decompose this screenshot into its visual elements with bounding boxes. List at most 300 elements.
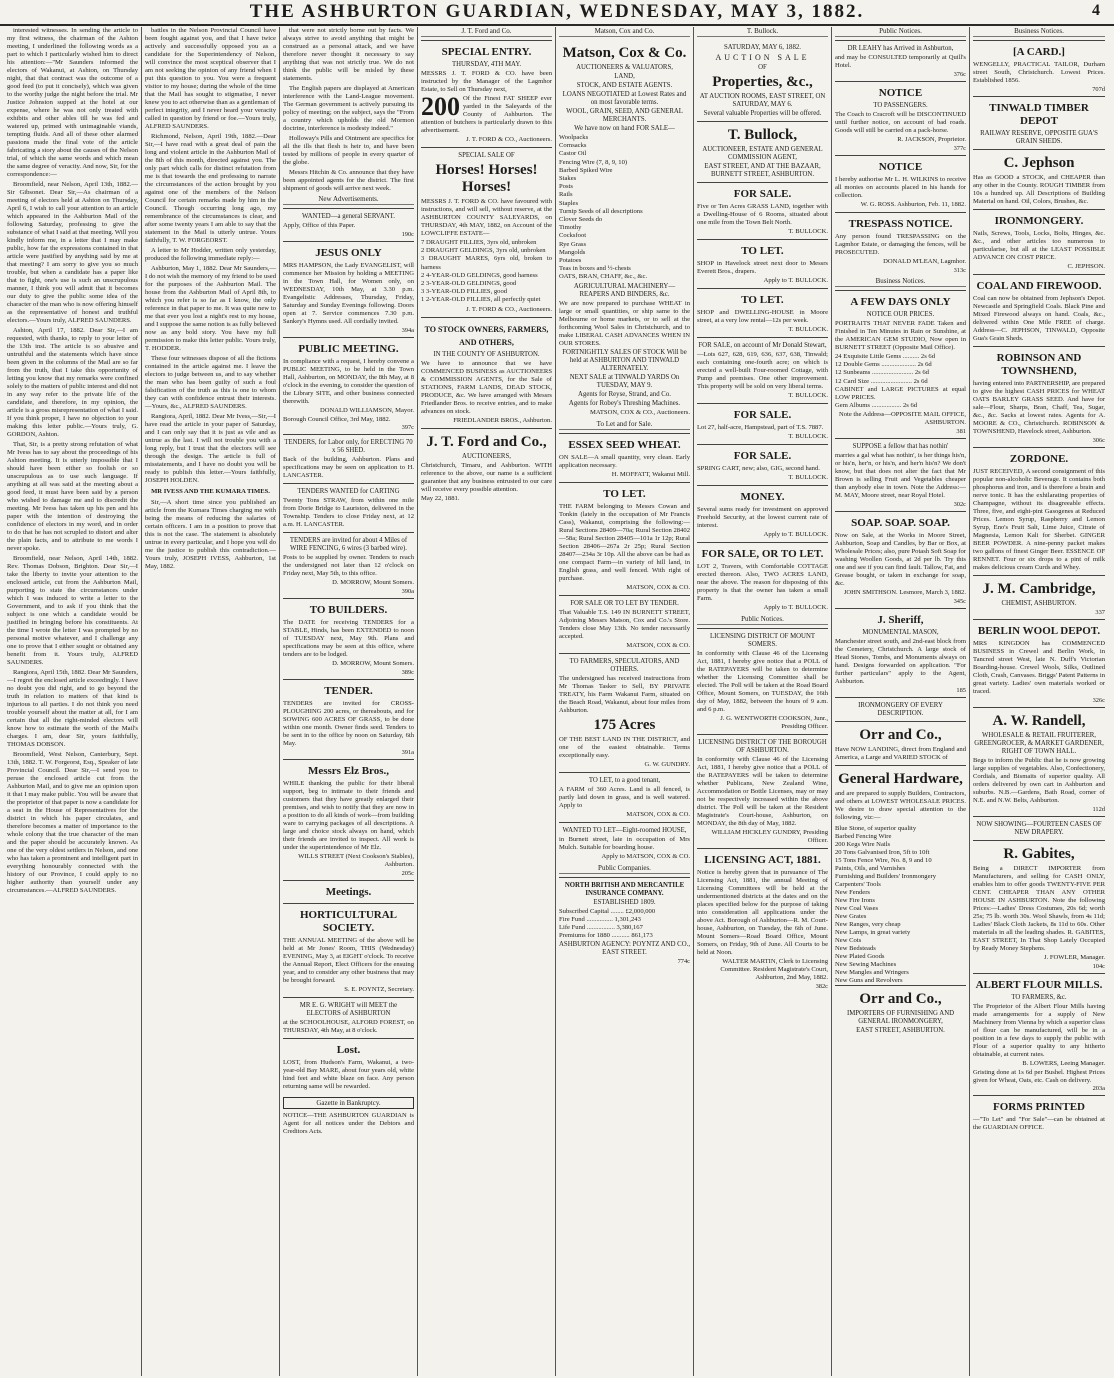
advert-line: 24 Exquisite Little Gems .......... 2s 6d [835, 353, 935, 360]
advert-signature: R. JACKSON, Proprietor. [897, 136, 966, 143]
advert-line: 12 Double Gems ..................... 2s 6d [835, 361, 932, 369]
article-paragraph: Sir,—A short time since you published an article from the Kumara Times charging me with being the means of reducing the salaries of certain officers. I am in a position to prove that this is not the case. The statement is absolutely untrue in every particular, and I hope you will do me the justice to publish this contradiction.—Yours truly, JOSEPH IVESS, Ashburton, 1st May, 1882. [145, 499, 276, 570]
advert [283, 679, 414, 759]
business-notice [973, 707, 1105, 816]
advert-body: Back of the building, Ashburton. Plans and specifications may be seen on application to H. LANCASTER. [283, 456, 414, 480]
advert-number: 205c [401, 870, 414, 878]
advert-bullock [697, 121, 828, 182]
list-item: New Mangles and Wringers [835, 969, 909, 977]
advert-body: Have NOW LANDING, direct from England and America, a Large and VARIED STOCK of [835, 746, 966, 762]
advert-line: OF [758, 64, 767, 71]
business-notice [973, 346, 1105, 447]
advert-body: The DATE for receiving TENDERS for a STABLE, Hinds, has been EXTENDED to noon of TUESDAY next, May 9th. Plans and specifications may be seen at this office, where tenders are to be lodged. [283, 619, 414, 659]
business-notice [973, 816, 1105, 840]
article-paragraph: The English papers are displayed at American interference with the Land-League movement. The German government is actively pursuing its policy of meeting; on the subject, says the "From a country which upholds the old Mormon doctrine, interference is modesty indeed." [283, 85, 414, 132]
advert-body: In conformity with Clause 46 of the Licensing Act, 1881, I hereby give notice that a POLL of the RATEPAYERS will be taken to determine whether Publicans, New Zealand Wine, Accommodation or Bottle Licenses, may or may not be respectively increased within the above district. The Poll will be taken at the Resident Magistrate's Court-house, Ashburton, on MONDAY, the 8th day of May, 1882. [697, 756, 828, 827]
business-notice [973, 447, 1105, 575]
advert-body: TENDERS are invited for CROSS-PLOUGHING 200 acres, or thereabouts, and for SOWING 600 ACRES OF GRASS, to be done within one month. Owner finds seed. Tenders to be sent in to the office by noon on Saturday, 6th May. [283, 700, 414, 748]
advert [697, 182, 828, 239]
advert-subtitle: THURSDAY, 4TH MAY. [451, 61, 522, 68]
advert-body: Twenty Tons STRAW, from within one mile from Dorie Bridge to Lauriston, delivered in the Township. Tenders to close Friday next, at 12 a.m. H. LANCASTER. [283, 497, 414, 529]
licensing-notice [697, 848, 828, 993]
financial-line: Subscribed Capital ........ £2,000,000 [559, 907, 656, 915]
list-item: New Coal Vases [835, 905, 879, 913]
business-notice [973, 575, 1105, 619]
advert-title: PUBLIC MEETING. [298, 343, 399, 355]
list-item: New Ranges, very cheap [835, 921, 901, 929]
advert-signature: D. MORROW, Mount Somers. [332, 660, 414, 668]
column-6 [694, 27, 832, 1376]
advert-signature: MATSON, COX & CO. [626, 810, 690, 818]
advert-title: LICENSING ACT, 1881. [704, 854, 821, 866]
advert-title: SOAP. SOAP. SOAP. [851, 517, 950, 530]
advert-signature: H. MOFFATT, Wakanui Mill. [611, 470, 690, 478]
advert-body: PORTRAITS THAT NEVER FADE Taken and Finished in Ten Minutes in Rain or Sunshine, at the AMERICAN GEM STUDIO, Now open in BURNETT STREET (Opposite Mail Office). [835, 320, 966, 351]
advert-signature: J. T. FORD & CO., Auctioneers. [466, 136, 552, 143]
advert-number: 185 [956, 687, 966, 695]
business-notice [835, 290, 966, 438]
article-paragraph: battles in the Nelson Provincial Council have been fought against you, and that I have twice actively and successfully opposed you as a candidate for the Superintendency of Nelson, will convince the most sceptical observer that I am not seeking the opinion of any friend when I put this question to you. You were a frequent visitor to my house; during the whole of the time that the Mail has sought to stigmatise, I never knew you to act otherwise than as a gentleman of perfect integrity, and I never heard your veracity called in question by friend or foe.—Yours truly, ALFRED SAUNDERS. [145, 27, 276, 130]
advert [283, 434, 414, 483]
list-item: 2 4-YEAR-OLD GELDINGS, good harness [421, 271, 538, 279]
advert-title: IRONMONGERY. [994, 215, 1084, 227]
advert-signature: FRIEDLANDER BROS., Ashburton. [453, 416, 552, 424]
list-item: New Plated Goods [835, 953, 885, 961]
business-notice [973, 973, 1105, 1095]
column-header: J. T. Ford and Co. [421, 27, 552, 37]
advert-line: LAND, [614, 73, 635, 80]
business-notice [835, 608, 966, 697]
advert-signature: W. G. ROSS. Ashburton, Feb. 11, 1882. [860, 201, 966, 208]
gazette-notice: NOTICE—THE ASHBURTON GUARDIAN is Agent for all notices under the Debtors and Creditors Acts. [283, 1112, 414, 1136]
list-item: New Cots [835, 937, 862, 945]
article-paragraph: Broomfield, near Nelson, April 13th, 1882.—Sir Gibsonet. Dear Sir,—As chairman of a meeting of electors held at Ashton on Thursday, April 6, I wish to call your attention to an article which appeared in the Ashburton Mail of the following Saturday, professing to give the substance of what I said at that meeting. Will you kindly inform me, in a letter that I may make public, how far the expressions contained in that article were justified by anything said by me at that meeting? I am sorry to give you so much trouble, but when a candidate has a paper like that to fight, one's use is such an unscrupulous manner, I think you will admit that it becomes our duty to give the public some idea of the character of the man who is now offering himself as the representative of honest and truthful electors.—Yours truly, ALFRED SAUNDERS. [7, 181, 138, 324]
advert-number: 326c [1092, 697, 1105, 704]
advert [283, 241, 414, 337]
advert-big-title: Orr and Co., [859, 727, 942, 744]
business-notice [973, 149, 1105, 209]
advert-body: THE FARM belonging to Messrs Cowan and Tonkin (lately in the occupation of Mr Francis Cass), Wakanui, comprising the following:—Rural Sections 28409—70a; Rural Section 28402—58a; Rural Section 28405—101a 1r 12p; Rural Section 28406—267a 2r 25p; Rural Section 28407—234a 3r 10p. All the above can be had as one compact Farm—in variety of hill land, in English grass, and well fenced. With right of purchase. [559, 502, 690, 582]
article-paragraph: Broomfield, near Nelson, April 14th, 1882. Rev. Thomas Dobson, Brighton. Dear Sir,—I take the liberty to invite your attention to the enclosed article, cut from the Ashburton Mail, purporting to state the circumstances under which I was induced to write a letter to the Government, and to ask if you think that the subject is one which a candidate would be justified in bringing before his constituents. At the time I wrote the letter I was prompted by no personal motive whatever, and I challenge any one to prove that I either sought or obtained any benefit from it. Yours truly, ALFRED SAUNDERS. [7, 555, 138, 666]
advert-title: NORTH BRITISH AND MERCANTILE INSURANCE COMPANY. [564, 881, 685, 897]
advert-body: THE ANNUAL MEETING of the above will be held at Mr Jones' Room, THIS (Wednesday) EVENING, May 3, at EIGHT o'clock. To receive the Annual Report, Elect Officers for the ensuing year, and to consider any other business that may be brought forward. [283, 937, 414, 985]
list-item: Barbed Fencing Wire [835, 833, 892, 841]
gazette-heading: Gazette in Bankruptcy. [283, 1097, 414, 1109]
advert-stock-owners [421, 317, 552, 428]
advert-body: Several sums ready for investment on approved Freehold Security, at the lowest current rate of interest. [697, 506, 828, 529]
advert-signature: WALTER MARTIN, Clerk to Licensing Committee. Resident Magistrate's Court, Ashburton, 2nd May, 1882. [720, 958, 828, 981]
advert-matson-cox [559, 40, 690, 420]
advert-title: TENDER. [324, 685, 373, 698]
list-item: Cocksfoot [559, 232, 587, 240]
advert-big-title: General Hardware, [838, 771, 963, 788]
business-notice [835, 697, 966, 721]
advert-title: DR LEAHY has Arrived in Ashburton, [847, 45, 954, 52]
advert-title: WANTED—a general SERVANT. [301, 213, 396, 220]
advert-title: FOR SALE. [733, 409, 792, 421]
advert-big-title: A. W. Randell, [992, 713, 1086, 729]
list-item: Rye Grass [559, 240, 587, 248]
advert-signature: WILLIAM HICKLEY GUNDRY, Presiding Officer. [711, 829, 828, 844]
advert-title: AUCTION SALE [715, 53, 810, 62]
advert-north-british [559, 877, 690, 969]
advert-body: I hereby authorise Mr L. H. WILKINS to receive all monies on accounts placed in his hands for collection. [835, 176, 966, 199]
article-paragraph: that were not strictly borne out by facts. We always strive to avoid anything that might be construed as a personal attack, and we have therefore never thought it necessary to say anything that was not strictly true. We do not think the public will be misled by these statements. [283, 27, 414, 82]
advert-title: J. Sheriff, [877, 614, 924, 627]
advert-title: IRONMONGERY OF EVERY DESCRIPTION. [858, 702, 943, 718]
advert-body: OF THE BEST LAND IN THE DISTRICT, and one of the easiest obtainable. Terms exceptionally easy. [559, 735, 690, 759]
column-header: Matson, Cox and Co. [559, 27, 690, 37]
advert-body: That Valuable T.S. 149 IN BURNETT STREET, Adjoining Messrs Matson, Cox and Co.'s Store. Tenders close May 13th. No tender necessarily accepted. [559, 608, 690, 640]
advert-title: NOW SHOWING—FOURTEEN CASES OF NEW DRAPERY. [976, 821, 1102, 836]
advert-ford [421, 428, 552, 505]
column-2 [142, 27, 280, 1376]
advert-subtitle: AUCTIONEERS & VALUATORS, [576, 64, 673, 71]
advert-body: Any person found TRESPASSING on the Lagmhor Estate, or damaging the fences, will be PROSECUTED. [835, 233, 966, 256]
list-item: New Grates [835, 913, 867, 921]
advert-body: SHOP and DWELLING-HOUSE in Moore street, at a very low rental—12s per week. [697, 309, 828, 324]
advert [283, 337, 414, 434]
list-item: Stakes [559, 175, 577, 183]
advert [697, 239, 828, 288]
advert-signature: Apply to T. BULLOCK. [763, 531, 828, 538]
advert-signature: T. BULLOCK. [788, 228, 828, 235]
advert-line: 12 Card Size ......................... 2s 6d [835, 377, 928, 385]
advert-number: 104c [1092, 963, 1105, 970]
public-notice [835, 40, 966, 81]
business-notice [973, 619, 1105, 707]
advert-title: ALBERT FLOUR MILLS. [975, 979, 1103, 991]
advert-body: Now on Sale, at the Works in Moore Street, Ashburton, Soap and Candles, by Bar or Box, at Wholesale Prices; also, pure Potash Soft Soap for washing Woollen Goods, at 2d per lb. Try this one and see if you can find fault. Tallow, Fat, and Grease bought, or taken in exchange for soap, &c. [835, 532, 966, 588]
advert-line: FORTNIGHTLY SALES OF STOCK Will be held at ASHBURTON AND TINWALD ALTERNATELY. [562, 348, 687, 372]
list-item: New Sewing Machines [835, 961, 897, 969]
advert-big-title: Orr and Co., [859, 991, 942, 1008]
list-item: Carpenters' Tools [835, 881, 881, 889]
business-notice [973, 840, 1105, 973]
let-list [559, 433, 690, 772]
list-item: Blue Stone, of superior quality [835, 825, 917, 833]
article-paragraph: Richmond, Nelson, April 19th, 1882.—Dear Sir,—I have read with a great deal of pain the long and violent article in the Ashburton Mail of the 8th of this month, directed against you. The only part which calls for distinct refutation from me is that towards the end professing to narrate the circumstances of the action brought by you against one of the members of the Nelson Council for certain remarks made by him in the Council. Though occurring long ago, my remembrance of the circumstances is clear, and after some twenty years I am able to say that the statement in the Mail is utterly untrue. Yours faithfully, T. W. FORGEORST. [145, 133, 276, 244]
advert-signature: T. BULLOCK. [788, 474, 828, 481]
article-paragraph: interested witnesses. In sending the article to my first witness, the chairman of the Ashton meeting, I underlined the following words as a part to which I particularly wished him to direct his attention:—"Mr Saunders informed the electors of Wakanui, at Ashton, on Thursday night, that that contract was the outcome of a good feed (to put it concisely), which was given to the worthy judge the night before the trial. Mr Justice Johnston supped at the hotel at our expense, where he was not only treated with exhibits and other ables till he was fed and watered up, primed with unimaginable viands, tempting fluids. And all of these other alarmed passions made the final vote of the article fabricating a story about the causes of the Nelson trial, of which the same words and which mean the same degree of veracity. And now, Sir, for the correspondence:— [7, 27, 138, 178]
advert-signature: B. LOWERS, Leeing Manager. [1022, 1060, 1105, 1067]
newspaper-title: THE ASHBURTON GUARDIAN, WEDNESDAY, MAY 3, 1882. [249, 1, 865, 22]
advert-title: TO STOCK OWNERS, FARMERS, AND OTHERS, [424, 324, 549, 347]
advert-subtitle: NOTICE OUR PRICES. [866, 311, 935, 318]
advert-body: Notice is hereby given that in pursuance of The Licensing Act, 1881, the annual Meeting of Licensing Committees will be held at the undermentioned districts at the dates and on the places specified below for the purpose of taking into consideration all applications under the above Act. Borough of Ashburton—R. M. Court-house, Ashburton, on Tuesday, the 6th of June. Mount Somers—Road Board Office, Mount Somers, on Friday, 9th of June. All Courts to be held at Noon. [697, 869, 828, 956]
advert-to-let [559, 482, 690, 595]
list-item: New Guns and Revolvers [835, 977, 903, 985]
advert-line: LOANS NEGOTIATED at Lowest Rates and on most favorable terms. [562, 91, 687, 106]
list-item: Posts [559, 183, 573, 191]
advert-title: Meetings. [325, 886, 372, 899]
advert-line: CABINET and LARGE PICTURES at equal LOW PRICES. [835, 385, 966, 402]
advert-number: 774c [677, 958, 690, 966]
advert-title: FOR SALE OR TO LET BY TENDER. [570, 599, 679, 607]
list-item: Turnip Seeds of all descriptions [559, 207, 643, 215]
advert-to-let [559, 772, 690, 822]
public-notice [835, 212, 966, 277]
licensing-notice [697, 628, 828, 734]
advert-body: at the SCHOOLHOUSE, ALFORD FOREST, on THURSDAY, 4th May, at 8 o'clock. [283, 1019, 414, 1035]
financial-line: Life Fund ................. 3,380,167 [559, 924, 643, 932]
advert-number: 394a [401, 327, 414, 334]
advert-signature: C. JEPHSON. [1067, 263, 1105, 270]
advert-signature: JOHN SMITHSON. Lesmore, March 3, 1882. [843, 589, 966, 597]
advert [283, 208, 414, 241]
advert-title: TO BUILDERS. [309, 604, 388, 617]
advert-date: May 22, 1881. [421, 494, 460, 502]
financial-line: Fire Fund ................ 1,301,243 [559, 915, 641, 923]
advert-signature: WILLS STREET (Next Cookson's Stables), Ashburton. [298, 853, 414, 869]
masthead [0, 0, 1114, 26]
advert-title: TO LET. [603, 487, 646, 500]
advert-body: A FARM of 360 Acres. Land is all fenced, is partly laid down in grass, and is well watered. Apply to [559, 785, 690, 809]
advert-title: ESSEX SEED WHEAT. [568, 438, 681, 451]
advert-signature: T. BULLOCK. [788, 392, 828, 399]
advert [283, 598, 414, 679]
advert-body: and may be CONSULTED temporarily at Quill's Hotel. [835, 54, 966, 69]
advert-number: 391a [401, 749, 414, 757]
advert-body: WENGELLY, PRACTICAL TAILOR, Durham street South, Christchurch. Lowest Prices. Established 1856. [973, 61, 1105, 84]
advert-signature: J. T. FORD & CO., Auctioneers. [466, 305, 552, 313]
list-item: New Fire Irons [835, 897, 875, 905]
advert-extra: Gristing done at 1s 6d per Bushel. Highest Prices given for Wheat, Oats, etc. Cash on delivery. [973, 1069, 1105, 1085]
advert-subtitle: WHOLESALE & RETAIL FRUITERER, GREENGROCER, & MARKET GARDENER, RIGHT OF TOWN HALL. [974, 732, 1104, 755]
advert-title: FOR SALE. [733, 450, 792, 462]
advert-line: Several valuable Properties will be offered. [703, 110, 822, 117]
list-item: Woolpacks [559, 134, 589, 141]
list-item: 3 DRAUGHT MARES, 6yrs old, broken to harness [421, 255, 552, 271]
list-item: New Fenders [835, 889, 870, 897]
advert-orr [835, 985, 966, 1038]
article-paragraph: Rangiora, April, 1882. Dear Mr Ivess,—Sir,—I have read the article in your paper of Saturday, and I can only say that it is just as vile and as untrue as the last. I will not trouble you with a long reply, but I trust that the electors will see through the design. The article is full of misstatements, and I have no doubt you will be ready to publish this letter.—Yours faithfully, JOSEPH HOLDEN. [145, 413, 276, 484]
advert-big-title: C. Jephson [1003, 155, 1075, 171]
advert-big-title: R. Gabites, [1003, 846, 1075, 862]
advert-list [697, 182, 828, 615]
advert-title: TO FARMERS, SPECULATORS, AND OTHERS. [569, 657, 680, 673]
advert [697, 337, 828, 403]
business-notice [973, 40, 1105, 96]
business-notice [973, 209, 1105, 274]
advert-body: In compliance with a request, I hereby convene a PUBLIC MEETING, to be held in the Town Hall, Ashburton, on MONDAY, the 8th May, at 8 o'clock in the evening, to consider the question of the Library SITE, and other business connected therewith. [283, 358, 415, 405]
advert-body: Being a DIRECT IMPORTER from Manufacturers, and selling for CASH ONLY, enables him to offer goods TWENTY-FIVE PER CENT. CHEAPER THAN ANY OTHER HOUSE IN ASHBURTON. Note the following Prices:—Ladies' Dress Costumes, 20s 6d; worth 25s; 75 lb. worth 30s. Wool Shawls, from 4s 11d; Ladies' Black Cloth Jackets, 8s 11d to 60s. Other materials in all the leading shades. R. GABITES, EAST STREET, In That Shop Lately Occupied by Ready Money Stephens. [973, 865, 1105, 952]
advert-body: MRS KINGDON has COMMENCED BUSINESS in Crewel and Berlin Work, in Tancred street West, late N. Duff's Victorian Boarding-house. Crewel Wools, Silks, Outlined Cloth, Crash, Canvases. Briggs' Patent Patterns in great variety. Ladies' own materials worked or traced. [973, 640, 1105, 695]
advert-title: TENDERS are invited for about 4 Miles of WIRE FENCING, 6 wires (3 barbed wire). [289, 537, 408, 553]
advert-auction [697, 40, 828, 121]
advert-number: 707d [1092, 86, 1105, 93]
advert-line: Agents for Robey's Threshing Machines. [568, 399, 681, 407]
advert-extra: Borough Council Office, 3rd May, 1882. [283, 416, 391, 423]
list-item: New Bedsteads [835, 945, 876, 953]
advert-body: —"To Let" and "For Sale"—can be obtained at the GUARDIAN OFFICE. [973, 1116, 1105, 1132]
advert-title: WANTED TO LET—Eight-roomed HOUSE, [562, 826, 687, 834]
advert-number: 390a [401, 588, 414, 596]
advert-big-title: T. Bullock, [727, 127, 798, 143]
advert-title: TO LET. [741, 245, 784, 257]
list-item: 1 2-YEAR-OLD FILLIES, all perfectly quiet [421, 296, 541, 304]
advert-title: COAL AND FIREWOOD. [976, 280, 1102, 292]
advert-line: NEXT SALE at TINWALD YARDS On TUESDAY, MAY 9. [569, 373, 680, 389]
list-item: 15 Tons Fence Wire, No. 8, 9 and 10 [835, 857, 932, 865]
advert-title: TO LET. [741, 294, 784, 306]
advert-body: The Coach to Cracroft will be DISCONTINUED until further notice, on account of bad roads. Goods will still be carried on a pack-horse. [835, 111, 966, 134]
advert-line: We have now on hand FOR SALE— [574, 125, 675, 132]
advert-body: Lot 27, half-acre, Hampstead, part of T.S. 7887. [697, 424, 824, 431]
advert-subtitle: IN THE COUNTY OF ASHBURTON. [433, 350, 540, 358]
advert-line: AGRICULTURAL MACHINERY—REAPERS AND BINDERS, &c. [573, 282, 676, 298]
advert-body: ON SALE—A small quantity, very clean. Early application necessary. [559, 453, 690, 469]
advert-body: Coal can now be obtained from Jephson's Depot. Newcastle and Springfield Coals. Black Pine and Mixed Firewood always on hand. Coals, &c., delivered within One Mile FREE of charge. Address—C. JEPHSON, TINWALD, Opposite Gua's Grain Sheds. [973, 295, 1105, 342]
advert-to-let [559, 595, 690, 653]
advert-body: Apply, Office of this Paper. [283, 222, 356, 229]
article-paragraph: Broomfield, West Nelson, Canterbury, Sept. 13th, 1882. T. W. Forgeorst, Esq., Speaker of late Provincial Council. Dear Sir,—I send you to peruse the enclosed article cut from the Ashburton Mail, and to give me an opinion upon it that I may make public. You will be aware that the proprietor of that paper is now a candidate for a seat in the House of Representatives for the district in which his paper circulates, and therefore becomes a matter of importance to the whole colony that the true character of the man and the paper should be accurately known. As one of the very oldest settlers in Nelson, and one who has taken a prominent and intelligent part in everything honourably connected with the history of our Province, I could apply to no higher authority than yourself under any circumstances.—ALFRED SAUNDERS. [7, 751, 138, 894]
advert-number: 337 [1095, 609, 1105, 616]
advert-big-title: Properties, &c., [712, 74, 813, 90]
advert-body: Of the Finest FAT SHEEP ever yarded in the Saleyards of the County of Ashburton. The attention of butchers is particularly drawn to this advertisement. [421, 95, 552, 134]
advert-number: 376c [953, 71, 966, 78]
advert-body: JUST RECEIVED, A second consignment of this popular non-alcoholic Beverage. It contains both phosphorus and iron, and is therefore a brain and nerve tonic. It has the exhilarating properties of Champagne, without its disagreeable effects. Three, five, and eight-pint Gasogenes at Reduced Prices. Lemon Syrup, Raspberry and Lemon Syrup, Eno's Fruit Salt, Lime Juice, Citrate of Magnesia, Lemon Kali for Sherbet. GINGER BEER POWDER. A nine-penny packet makes two gallons of finest Ginger Beer. ESSENCE OF RENNET. Four or six drops to a pint of milk makes delicious cream Curds and Whey. [973, 468, 1105, 571]
advert-body: Five or Ten Acres GRASS LAND, together with a Dwelling-House of 6 Rooms, situated about one mile from the Town Belt North. [697, 203, 828, 226]
advert-number: 377c [953, 145, 966, 152]
advert [697, 444, 828, 485]
advert-number: 306c [1092, 437, 1105, 444]
article-paragraph: Holloway's Pills and Ointment are specifics for all the ills that flesh is heir to, and have been tested by millions of people in every quarter of the globe. [283, 135, 414, 166]
advert-subtitle: AUCTIONEER, ESTATE AND GENERAL COMMISSION AGENT, [702, 146, 823, 161]
advert-body: LOT 2, Travers, with Comfortable COTTAGE erected thereon. Also, TWO ACRES LAND, near the above. The reason for disposing of this property is that the owner has taken a small Farm. [697, 563, 828, 602]
advert-number: 382c [815, 983, 828, 990]
advert-title: FOR SALE. [733, 188, 792, 200]
advert-body: Nails, Screws, Tools, Locks, Bolts, Hinges, &c. &c., and other articles too numerous to particularise, but all at the LEAST POSSIBLE ADVANCE ON COST PRICE. [973, 230, 1105, 261]
list-item: Teas in boxes and ½-chests [559, 265, 631, 273]
advert-title: FORMS PRINTED [993, 1101, 1085, 1114]
sale-items [559, 134, 690, 282]
advert-signature: J. G. WENTWORTH COOKSON, Junr., Presiding Officer. [720, 715, 828, 730]
hardware-items [835, 825, 966, 985]
advert-big-title: J. M. Cambridge, [982, 581, 1096, 597]
column-header: Public Notices. [835, 27, 966, 37]
advert [697, 288, 828, 337]
advert-body: Manchester street south, and 2nd-east block from the Cemetery, Christchurch. A large stock of Head Stones, Tombs, and Monuments always on hand. Designs forwarded on application. "For further particulars" apply to the Agent, Ashburton. [835, 638, 966, 686]
business-notice [973, 1095, 1105, 1135]
column-5 [556, 27, 694, 1376]
financial-line: Premiums for 1880 ........... 861,173 [559, 932, 653, 940]
advert-line: 12 Sunbeams ......................... 2s 6d [835, 369, 929, 377]
advert-signature: T. BULLOCK. [788, 326, 828, 333]
advert-title: Messrs Elz Bros., [307, 765, 390, 778]
advert-list [973, 40, 1105, 1135]
columns [4, 27, 1110, 1376]
advert-title: FOR SALE, OR TO LET. [701, 548, 824, 560]
advert-subtitle: ESTABLISHED 1809. [593, 898, 656, 906]
column-1 [4, 27, 142, 1376]
advert-title: MR E. G. WRIGHT will MEET the ELECTORS of ASHBURTON [299, 1002, 398, 1018]
advert-line: EAST STREET, AND AT THE BAZAAR, BURNETT STREET, ASHBURTON. [704, 163, 821, 178]
section-heading: Business Notices. [835, 277, 966, 287]
financial-lines [559, 908, 690, 941]
advert-title: [A CARD.] [1013, 46, 1065, 58]
page-number: 4 [1092, 2, 1100, 19]
let-list-2 [559, 772, 690, 864]
business-notice [835, 438, 966, 511]
column-7 [832, 27, 970, 1376]
advert-line: AT AUCTION ROOMS, EAST STREET, ON SATURDAY, MAY 6. [699, 93, 826, 108]
advert-to-let [559, 653, 690, 772]
article-paragraph: Ashton, April 17, 1882. Dear Sir,—I am requested, with thanks, to reply to your letter of the 13th inst. The article is so abusive and untruthful and the statements which have since been given in the columns of the Mail are so far from the truth, that I take this opportunity of letting you know that my remarks were confined solely to the matters of public interest and did not in any way refer to the private life of the candidate, and therefore, in my opinion, the article is a gross misrepresentation of what I said. If you think proper, I have no objection to your making this letter public.—Yours truly, G. GORDON, Ashton. [7, 327, 138, 438]
advert-body: Christchurch, Timaru, and Ashburton. WITH reference to the above, our name is a sufficient guarantee that any business entrusted to our care will receive every possible attention. [421, 461, 552, 493]
advert-list [835, 40, 966, 277]
article-paragraph: That, Sir, is a pretty strong refutation of what Mr Ivess has to say about the proceedings of his Ashton meeting. It is utterly impossible that I should have been either so foolish or so unscrupulous as to use such language. If anything at all was said at the meeting about a good feed, it must have been said by a person who wished to damage me and to discredit the meeting. Mr Ivess has taken up his pen and his paper with the intention of destroying the confidence of electors in my word, and in order to do that he has not scrupled to distort and alter the plain facts, and to attribute to me words I never spoke. [7, 441, 138, 552]
advert-to-let [559, 822, 690, 864]
list-item: Castor Oil [559, 150, 587, 158]
advert [697, 485, 828, 542]
advert-body: —Lots 627, 628, 619, 636, 637, 638, Tinwald; each containing one-fourth acre; on which is erected a well-built Four-roomed Cottage, with Pump and premises. One other improvement. This property will be sold on very liberal terms. [697, 351, 828, 390]
advert-number: 302c [953, 501, 966, 509]
advert-title: NOTICE [878, 161, 923, 173]
advert-body: LOST, from Hudson's Farm, Wakanui, a two-year-old Bay MARE, about four years old, white hind feet and white blaze on face. Any person returning same will be rewarded. [283, 1059, 414, 1091]
advert-body: MRS HAMPSON, the Lady EVANGELIST, will commence her Mission by holding a MEETING in the Town Hall, for Women only, on WEDNESDAY, 10th May, at 3.30 p.m. Evangelistic Addresses, Thursday, Friday, Saturday and Sunday Evenings following. Doors open at 7. Service commences 7.30 p.m. Sankey's Hymns used. All cordially invited. [283, 262, 414, 325]
advert-signature: DONALD M'LEAN, Lagmhor. [883, 258, 966, 265]
list-item: Paints, Oils, and Varnishes [835, 865, 906, 873]
advert-subtitle: AUCTIONEERS, [462, 452, 511, 460]
advert-title: ZORDONE. [1009, 453, 1069, 465]
list-item: Cornsacks [559, 142, 587, 150]
public-notice [835, 155, 966, 212]
section-heading: Public Notices. [697, 615, 828, 625]
advert-signature: Note the Address—OPPOSITE MAIL OFFICE, ASHBURTON. [838, 411, 966, 427]
advert-line: STOCK, AND ESTATE AGENTS. [576, 82, 673, 89]
list-item: Clover Seeds do [559, 216, 603, 224]
list-item: Timothy [559, 224, 582, 232]
advert-body: having entered into PARTNERSHIP, are prepared to give the highest CASH PRICES for WHEAT OATS BARLEY GRASS SEED. And have for sale—Flour, Sharps, Bran, Chaff, Tea, Sugar, &c., &c. Sacks at lowest rates. Agents for A. MOORE & CO., Christchurch. ROBINSON & TOWNSHEND, Havelock street, Ashburton. [973, 380, 1105, 435]
advert-title: NOTICE [878, 87, 923, 99]
licensing-list [697, 628, 828, 993]
business-notice [835, 511, 966, 608]
advert-body: Has as GOOD a STOCK, and CHEAPER than any other in the County. ROUGH TIMBER from 10s a hundred up. All Descriptions of Building Material on hand. Oil, Colors, Brushes, &c. [973, 174, 1105, 205]
business-notice [973, 274, 1105, 346]
advert [283, 997, 414, 1038]
advert-body: and are prepared to supply Builders, Contractors, and others at LOWEST WHOLESALE PRICES. We desire to draw special attention to the following, viz:— [835, 790, 966, 822]
advert-big-text: 175 Acres [593, 716, 656, 733]
article-paragraph: Messrs Hitchin & Co. announce that they have been appointed agents for the district. The first shipment of goods will arrive next week. [283, 169, 414, 192]
column-header: Business Notices. [973, 27, 1105, 37]
advert-signature: Apply to T. BULLOCK. [763, 604, 828, 611]
advert-signature: Apply to T. BULLOCK. [763, 277, 828, 284]
advert-date: SATURDAY, MAY 6, 1882. [724, 44, 801, 51]
list-item: 3 3-YEAR-OLD FILLIES, good [421, 288, 508, 296]
advert-to-let [559, 433, 690, 482]
advert-number: 190c [401, 231, 414, 238]
advert-number: 381 [956, 428, 966, 436]
advert-signature: J. FOWLER, Manager. [1044, 954, 1105, 961]
advert-title: BERLIN WOOL DEPOT. [977, 625, 1101, 637]
public-notice [835, 81, 966, 155]
list-item: Barbed Spiked Wire [559, 166, 613, 174]
advert-title: ROBINSON AND TOWNSHEND, [996, 352, 1082, 377]
list-item: 2 DRAUGHT GELDINGS, 3yrs old, unbroken [421, 247, 546, 255]
advert [283, 532, 414, 598]
advert-body: Begs to inform the Public that he is now growing large supplies of vegetables. Also, Confectionery, Cordials, and Bismaits of superior quality. All orders delivered by own cart in Ashburton and suburbs. N.B.—Gardens, Bath Road, corner of N.E. and N.W. Belts, Ashburton. [973, 757, 1105, 804]
advert-body: Posts to be supplied by owner. Tenders to reach the undersigned not later than 12 o'clock on Friday next, May 5th, to this office. [283, 554, 414, 578]
advert-body: The undersigned has received instructions from Mr Thomas Tasker to Sell, BY PRIVATE TREATY, his Farm Wakanui Farm, situated on the Beach Road, Wakanui, about four miles from Ashburton. [559, 674, 690, 714]
advert-line: Agents for Reyse, Strand, and Co. [578, 390, 671, 398]
advert-title: A FEW DAYS ONLY [850, 296, 951, 308]
advert [697, 542, 828, 615]
advert-signature: S. E. POYNTZ, Secretary. [344, 986, 414, 994]
advert-number: 203a [1092, 1085, 1105, 1093]
advert-line: EAST STREET, ASHBURTON. [856, 1027, 945, 1035]
advert-signature: MATSON, COX & CO., Auctioneers. [589, 408, 690, 416]
